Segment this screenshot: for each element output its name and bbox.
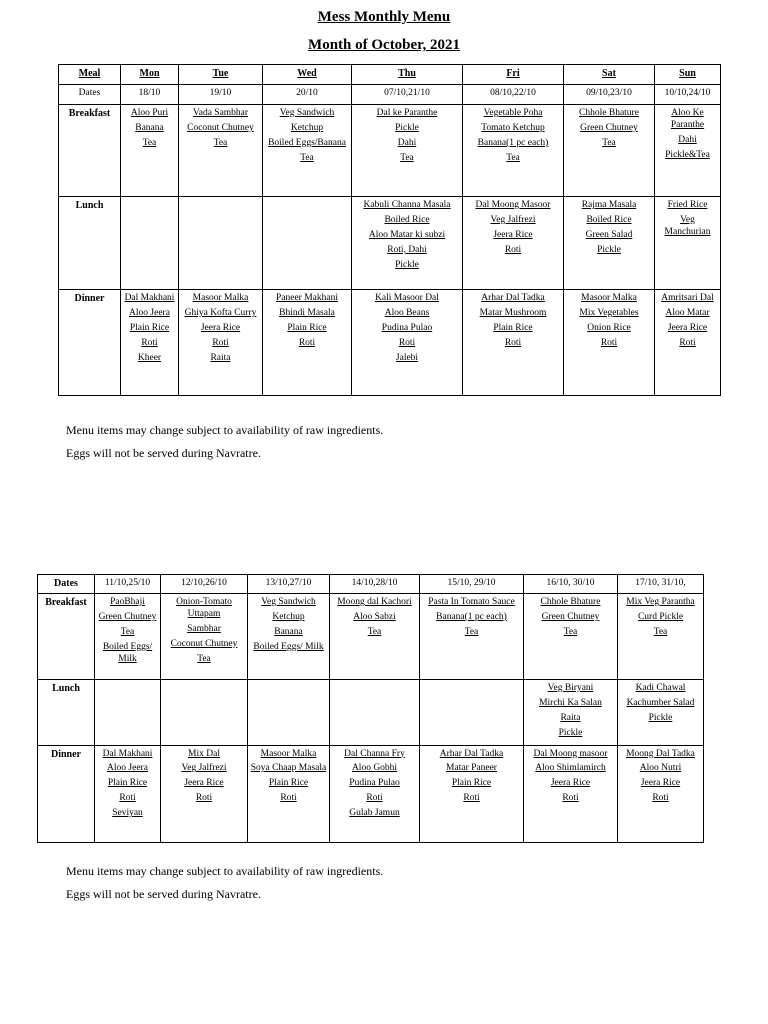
menu-item: Arhar Dal Tadka — [481, 293, 545, 303]
menu-item: Dal Makhani — [102, 748, 153, 759]
menu-item: Ketchup — [272, 611, 305, 622]
day-header-sun: Sun — [655, 65, 721, 85]
menu-item: Roti — [504, 337, 522, 348]
day-header-thu: Thu — [352, 65, 463, 85]
menu-cell — [121, 197, 179, 290]
menu-item: Roti — [119, 793, 136, 804]
menu-cell — [161, 680, 248, 746]
menu-item: Mix Vegetables — [579, 307, 639, 318]
menu-item: Roti — [463, 793, 480, 804]
date-cell: 12/10,26/10 — [161, 575, 248, 594]
menu-item: Roti — [398, 337, 416, 348]
menu-table-week-1 — [58, 64, 721, 396]
note-eggs: Eggs will not be served during Navratre. — [66, 887, 261, 901]
date-cell: 07/10,21/10 — [352, 85, 463, 105]
menu-item: Masoor Malka — [192, 293, 249, 303]
menu-item: Roti — [195, 793, 213, 804]
menu-cell — [564, 197, 655, 290]
menu-cell — [564, 290, 655, 396]
date-cell: 08/10,22/10 — [463, 85, 564, 105]
menu-item: Sambhar — [187, 623, 221, 634]
day-header-tue: Tue — [179, 65, 263, 85]
menu-cell — [95, 594, 161, 680]
date-cell: 15/10, 29/10 — [420, 575, 524, 594]
menu-item: Curd Pickle — [637, 611, 684, 622]
date-cell: 18/10 — [121, 85, 179, 105]
menu-item: Dal Moong masoor — [533, 748, 608, 759]
menu-cell — [248, 745, 330, 842]
menu-item: Roti — [652, 793, 669, 804]
menu-item: Aloo Ke Paranthe — [670, 108, 705, 130]
menu-item: Rajma Masala — [581, 200, 637, 210]
day-header-sat: Sat — [564, 65, 655, 85]
row-label-lunch: Lunch — [38, 680, 95, 746]
menu-item: Aloo Shimlamirch — [535, 763, 606, 774]
menu-item: Jalebi — [395, 352, 419, 363]
menu-item: Roti — [141, 337, 158, 348]
menu-item: Masoor Malka — [260, 748, 317, 759]
menu-item: Plain Rice — [268, 778, 309, 789]
menu-item: Kadi Chawal — [635, 683, 686, 693]
menu-item: Pudina Pulao — [349, 778, 400, 789]
menu-cell — [95, 745, 161, 842]
date-cell: 14/10,28/10 — [330, 575, 420, 594]
date-cell: 16/10, 30/10 — [524, 575, 618, 594]
row-label-dinner: Dinner — [38, 745, 95, 842]
menu-item: Tea — [213, 137, 228, 148]
menu-item: Roti — [366, 793, 383, 804]
menu-item: Raita — [560, 712, 581, 723]
dates-label: Dates — [59, 85, 121, 105]
menu-item: Chhole Bhature — [579, 108, 639, 118]
menu-item: Bhindi Masala — [279, 307, 335, 318]
menu-cell — [263, 290, 352, 396]
note-availability: Menu items may change subject to availability of raw ingredients. — [66, 864, 384, 878]
menu-item: Roti — [212, 337, 229, 348]
menu-item: Jeera Rice — [550, 778, 591, 789]
meal-header: Meal — [59, 65, 121, 85]
menu-item: Jeera Rice — [184, 778, 224, 789]
menu-item: Matar Paneer — [446, 763, 497, 774]
menu-item: Aloo Matar — [665, 307, 710, 318]
menu-item: Veg Sandwich — [279, 108, 335, 118]
menu-cell — [463, 197, 564, 290]
menu-item: Amritsari Dal — [661, 293, 714, 303]
dates-label: Dates — [38, 575, 95, 594]
day-header-mon: Mon — [121, 65, 179, 85]
menu-cell — [161, 745, 248, 842]
menu-item: Tea — [400, 152, 414, 163]
menu-cell — [420, 594, 524, 680]
menu-item: Moong Dal Tadka — [626, 748, 695, 759]
menu-item: Aloo Jeera — [107, 763, 148, 774]
date-cell: 09/10,23/10 — [564, 85, 655, 105]
menu-item: Ketchup — [290, 122, 324, 133]
menu-item: Jeera Rice — [667, 322, 708, 333]
menu-item: Pasta In Tomato Sauce — [428, 597, 515, 607]
menu-item: Jeera Rice — [493, 229, 533, 240]
menu-cell — [330, 680, 420, 746]
menu-cell — [524, 594, 618, 680]
menu-item: Aloo Beans — [384, 307, 430, 318]
breakfast-row — [38, 594, 704, 680]
menu-item: Seviyan — [112, 808, 143, 818]
menu-cell — [179, 105, 263, 197]
note-eggs: Eggs will not be served during Navratre. — [66, 446, 261, 460]
menu-item: Masoor Malka — [581, 293, 637, 303]
breakfast-row — [59, 105, 721, 197]
menu-item: Veg Biryani — [547, 683, 594, 693]
menu-item: Boiled Rice — [384, 214, 430, 225]
menu-item: Veg Manchurian — [664, 214, 711, 237]
menu-cell — [564, 105, 655, 197]
menu-item: Aloo Sabzi — [353, 611, 396, 622]
day-header-wed: Wed — [263, 65, 352, 85]
note-availability: Menu items may change subject to availability of raw ingredients. — [66, 423, 384, 437]
menu-cell — [248, 594, 330, 680]
menu-item: Plain Rice — [451, 778, 492, 789]
menu-item: Roti — [280, 793, 297, 804]
menu-item: Boiled Eggs/ Milk — [102, 641, 153, 664]
menu-item: Onion-Tomato Uttapam — [176, 597, 232, 619]
menu-item: Kheer — [137, 352, 162, 363]
menu-cell — [121, 290, 179, 396]
menu-item: Banana — [274, 626, 303, 637]
row-label-breakfast: Breakfast — [59, 105, 121, 197]
menu-table-week-2 — [37, 574, 704, 843]
menu-item: Banana(1 pc each) — [436, 611, 507, 622]
menu-item: Veg Jalfrezi — [490, 214, 536, 225]
menu-cell — [179, 290, 263, 396]
dinner-row — [38, 745, 704, 842]
page-subtitle: Month of October, 2021 — [308, 37, 460, 53]
menu-cell — [463, 105, 564, 197]
menu-cell — [655, 105, 721, 197]
menu-item: Banana — [135, 122, 164, 133]
menu-item: Roti — [679, 337, 696, 348]
menu-item: Jeera Rice — [200, 322, 241, 333]
menu-cell — [263, 197, 352, 290]
menu-item: Green Chutney — [98, 611, 157, 622]
menu-item: Pickle — [648, 712, 673, 723]
menu-item: Mix Veg Parantha — [626, 597, 695, 607]
menu-item: Dal ke Paranthe — [376, 108, 438, 118]
menu-item: Dal Channa Fry — [344, 748, 405, 759]
menu-item: Mix Dal — [188, 748, 220, 759]
menu-cell — [463, 290, 564, 396]
menu-item: Aloo Jeera — [129, 307, 170, 318]
date-cell: 19/10 — [179, 85, 263, 105]
day-header-fri: Fri — [463, 65, 564, 85]
menu-item: Dal Makhani — [124, 293, 175, 303]
menu-item: Tea — [120, 626, 135, 637]
menu-item: Tea — [367, 626, 382, 637]
menu-item: Boiled Eggs/Banana — [268, 137, 346, 148]
menu-item: Kachumber Salad — [626, 697, 695, 708]
menu-item: Chhole Bhature — [540, 597, 601, 607]
menu-item: Plain Rice — [287, 322, 327, 333]
menu-cell — [352, 105, 463, 197]
menu-item: Kabuli Channa Masala — [363, 200, 451, 210]
menu-item: Dal Moong Masoor — [475, 200, 551, 210]
menu-cell — [161, 594, 248, 680]
menu-item: Banana(1 pc each) — [477, 137, 549, 148]
menu-cell — [618, 594, 704, 680]
menu-item: Soya Chaap Masala — [250, 763, 327, 774]
menu-item: Mirchi Ka Salan — [539, 697, 602, 708]
date-cell: 17/10, 31/10, — [618, 575, 704, 594]
menu-item: Kali Masoor Dal — [375, 293, 439, 303]
menu-item: Tea — [653, 626, 668, 637]
menu-item: Green Chutney — [541, 611, 600, 622]
menu-cell — [524, 680, 618, 746]
menu-item: Roti — [562, 793, 579, 804]
date-cell: 13/10,27/10 — [248, 575, 330, 594]
menu-cell — [352, 197, 463, 290]
menu-item: Aloo Nutri — [639, 763, 682, 774]
menu-item: Onion Rice — [587, 322, 631, 333]
menu-cell — [618, 745, 704, 842]
menu-cell — [618, 680, 704, 746]
menu-item: Coconut Chutney — [170, 638, 238, 649]
menu-item: Tea — [300, 152, 314, 163]
menu-item: Roti — [504, 244, 522, 255]
menu-item: Tea — [602, 137, 616, 148]
menu-item: Aloo Gobhi — [351, 763, 398, 774]
menu-item: Roti — [298, 337, 316, 348]
dinner-row — [59, 290, 721, 396]
row-label-lunch: Lunch — [59, 197, 121, 290]
menu-item: Plain Rice — [129, 322, 170, 333]
menu-cell — [420, 745, 524, 842]
row-label-dinner: Dinner — [59, 290, 121, 396]
menu-item: Aloo Matar ki subzi — [368, 229, 446, 240]
menu-item: Pickle — [558, 727, 583, 738]
dates-row — [59, 85, 721, 105]
menu-item: Tea — [464, 626, 479, 637]
page-title: Mess Monthly Menu — [317, 9, 451, 25]
menu-item: Aloo Puri — [130, 108, 169, 118]
menu-item: Plain Rice — [107, 778, 148, 789]
menu-item: Coconut Chutney — [187, 122, 254, 133]
menu-cell — [352, 290, 463, 396]
menu-cell — [524, 745, 618, 842]
menu-cell — [95, 680, 161, 746]
header-row — [59, 65, 721, 85]
menu-cell — [121, 105, 179, 197]
menu-cell — [655, 197, 721, 290]
menu-cell — [248, 680, 330, 746]
menu-cell — [179, 197, 263, 290]
lunch-row — [59, 197, 721, 290]
menu-item: Vada Sambhar — [192, 108, 249, 118]
menu-item: Tea — [197, 653, 211, 664]
menu-item: Pickle — [395, 259, 419, 270]
menu-item: PaoBhaji — [110, 597, 145, 607]
menu-item: Boiled Rice — [586, 214, 632, 225]
menu-item: Jeera Rice — [640, 778, 681, 789]
menu-item: Paneer Makhani — [276, 293, 338, 303]
menu-item: Tea — [563, 626, 578, 637]
menu-item: Gulab Jamun — [349, 808, 400, 818]
menu-item: Moong dal Kachori — [337, 597, 412, 607]
date-cell: 10/10,24/10 — [655, 85, 721, 105]
lunch-row — [38, 680, 704, 746]
menu-item: Vegetable Poha — [483, 108, 543, 118]
menu-item: Pickle — [395, 122, 419, 133]
row-label-breakfast: Breakfast — [38, 594, 95, 680]
menu-item: Green Salad — [585, 229, 633, 240]
date-cell: 20/10 — [263, 85, 352, 105]
menu-item: Veg Sandwich — [261, 597, 316, 607]
menu-item: Raita — [210, 352, 231, 363]
menu-cell — [263, 105, 352, 197]
menu-item: Pickle — [597, 244, 621, 255]
menu-cell — [655, 290, 721, 396]
dates-row — [38, 575, 704, 594]
menu-item: Dahi — [678, 134, 697, 145]
menu-item: Green Chutney — [580, 122, 638, 133]
menu-item: Tea — [506, 152, 520, 163]
menu-cell — [420, 680, 524, 746]
menu-item: Pudina Pulao — [381, 322, 433, 333]
menu-item: Plain Rice — [493, 322, 533, 333]
menu-item: Pickle&Tea — [665, 149, 710, 160]
date-cell: 11/10,25/10 — [95, 575, 161, 594]
menu-item: Dahi — [397, 137, 417, 148]
menu-item: Tea — [142, 137, 157, 148]
menu-item: Fried Rice — [667, 200, 708, 210]
menu-item: Arhar Dal Tadka — [439, 748, 504, 759]
menu-item: Matar Mushroom — [479, 307, 547, 318]
menu-item: Ghiya Kofta Curry — [184, 307, 257, 318]
menu-cell — [330, 594, 420, 680]
menu-item: Veg Jalfrezi — [181, 763, 227, 774]
menu-item: Boiled Eggs/ Milk — [253, 641, 324, 652]
menu-item: Tomato Ketchup — [481, 122, 545, 133]
menu-cell — [330, 745, 420, 842]
menu-item: Roti, Dahi — [387, 244, 427, 255]
menu-item: Roti — [600, 337, 618, 348]
